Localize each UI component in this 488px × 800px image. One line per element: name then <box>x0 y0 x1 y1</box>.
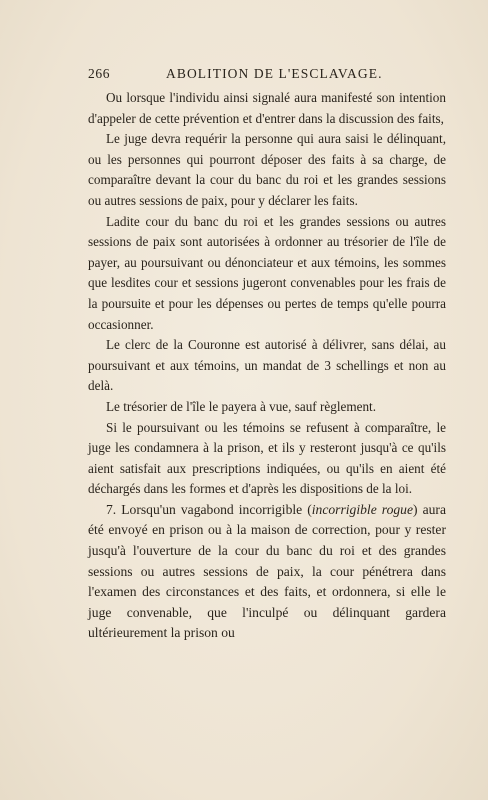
running-title: ABOLITION DE L'ESCLAVAGE. <box>166 66 383 81</box>
paragraph: Si le poursuivant ou les témoins se refusent à comparaître, le juge les condamnera à la prison, et ils y resteront jusqu'à ce qu'ils aient satisfait aux prescriptions indiquées, ou qu'ils en aient été déchargés dans les formes et d'après les dispositions de la loi. <box>88 419 446 497</box>
paragraph: Le trésorier de l'île le payera à vue, sauf règlement. <box>106 398 377 414</box>
article-7-text-end: ) aura été envoyé en prison ou à la maison de correction, pour y rester jusqu'à l'ouverture de la cour du banc du roi et des grandes sessions ou autres sessions de paix, la cour pénétrera dans l'examen des circonstances et des faits, et ordonnera, si elle le juge convenable, que l'inculpé ou délinquant gardera ultérieurement la prison ou <box>88 501 446 641</box>
english-term-italic: incorrigible rogue <box>311 501 413 517</box>
article-7-text-start: 7. Lorsqu'un vagabond incorrigible ( <box>106 501 312 517</box>
paragraph: Ou lorsque l'individu ainsi signalé aura manifesté son intention d'appeler de cette prévention et d'entrer dans la discussion des faits, <box>88 90 446 126</box>
body-text <box>88 88 446 644</box>
page-header <box>88 66 446 84</box>
paragraph: Ladite cour du banc du roi et les grandes sessions ou autres sessions de paix sont autorisées à ordonner au trésorier de l'île de payer, au poursuivant ou dénonciateur et aux témoins, les sommes que lesdites cour et sessions jugeront convenables pour les frais de la poursuite et pour les dépenses ou pertes de temps qu'elle pourra occasionner. <box>88 213 446 332</box>
page-number: 266 <box>88 66 111 81</box>
paragraph: Le clerc de la Couronne est autorisé à délivrer, sans délai, au poursuivant et aux témoins, un mandat de 3 schellings et non au delà. <box>88 337 446 394</box>
article-7-paragraph <box>88 500 446 644</box>
paragraph: Le juge devra requérir la personne qui aura saisi le délinquant, ou les personnes qui pourront déposer des faits à sa charge, de comparaître devant la cour du banc du roi et les grandes sessions ou autres sessions de paix, pour y déclarer les faits. <box>88 131 446 208</box>
